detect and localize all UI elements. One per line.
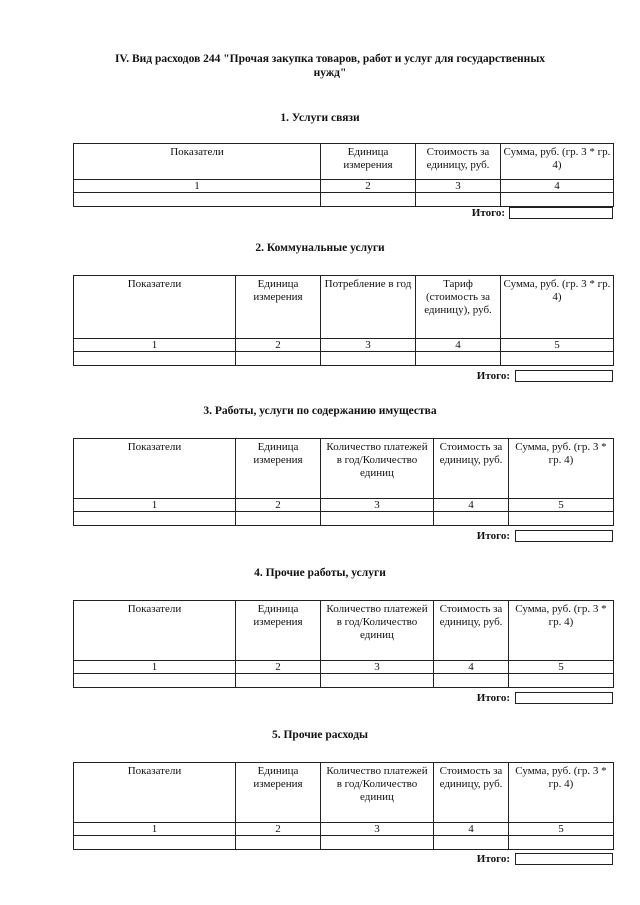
- header-row: [74, 439, 614, 499]
- number-cell: 5: [501, 339, 614, 352]
- header-cell: Сумма, руб. (гр. 3 * гр. 4): [509, 439, 614, 499]
- number-cell: 5: [509, 823, 614, 836]
- number-cell: 3: [416, 180, 501, 193]
- header-cell: Сумма, руб. (гр. 3 * гр. 4): [501, 276, 614, 339]
- header-row: [74, 763, 614, 823]
- number-cell: 2: [236, 499, 321, 512]
- header-cell: Количество платежей в год/Количество единиц: [321, 763, 434, 823]
- data-cell[interactable]: [434, 512, 509, 526]
- number-row: [74, 499, 614, 512]
- header-cell: Количество платежей в год/Количество единиц: [321, 601, 434, 661]
- data-cell[interactable]: [416, 352, 501, 366]
- number-cell: 1: [74, 339, 236, 352]
- section-3-total-field[interactable]: [515, 530, 613, 542]
- section-2-total-label: Итого:: [476, 370, 510, 382]
- data-cell[interactable]: [509, 674, 614, 688]
- data-cell[interactable]: [236, 352, 321, 366]
- data-cell[interactable]: [236, 836, 321, 850]
- data-cell[interactable]: [321, 352, 416, 366]
- header-row: [74, 601, 614, 661]
- data-cell[interactable]: [501, 193, 614, 207]
- data-cell[interactable]: [236, 674, 321, 688]
- section-5-total-field[interactable]: [515, 853, 613, 865]
- number-cell: 4: [434, 661, 509, 674]
- section-1-heading: 1. Услуги связи: [280, 112, 360, 124]
- section-3-heading: 3. Работы, услуги по содержанию имущества: [203, 405, 437, 417]
- number-cell: 5: [509, 499, 614, 512]
- number-cell: 4: [434, 823, 509, 836]
- data-cell[interactable]: [509, 836, 614, 850]
- data-cell[interactable]: [321, 512, 434, 526]
- data-row: [74, 352, 614, 366]
- data-row: [74, 193, 614, 207]
- section-4-table: [73, 600, 614, 688]
- header-cell: Единица измерения: [236, 763, 321, 823]
- number-cell: 5: [509, 661, 614, 674]
- section-4-total-field[interactable]: [515, 692, 613, 704]
- section-1-total-label: Итого:: [471, 207, 505, 219]
- data-cell[interactable]: [416, 193, 501, 207]
- header-cell: Потребление в год: [321, 276, 416, 339]
- header-cell: Показатели: [74, 144, 321, 180]
- number-cell: 2: [236, 823, 321, 836]
- header-row: [74, 276, 614, 339]
- data-cell[interactable]: [74, 836, 236, 850]
- header-cell: Показатели: [74, 439, 236, 499]
- header-cell: Стоимость за единицу, руб.: [416, 144, 501, 180]
- header-cell: Единица измерения: [236, 601, 321, 661]
- header-row: [74, 144, 614, 180]
- data-row: [74, 674, 614, 688]
- section-2-total-field[interactable]: [515, 370, 613, 382]
- header-cell: Сумма, руб. (гр. 3 * гр. 4): [509, 763, 614, 823]
- data-cell[interactable]: [509, 512, 614, 526]
- number-cell: 3: [321, 823, 434, 836]
- section-2-heading: 2. Коммунальные услуги: [255, 242, 385, 254]
- header-cell: Сумма, руб. (гр. 3 * гр. 4): [509, 601, 614, 661]
- section-4-total-label: Итого:: [476, 692, 510, 704]
- section-5-total-label: Итого:: [476, 853, 510, 865]
- number-cell: 4: [434, 499, 509, 512]
- header-cell: Сумма, руб. (гр. 3 * гр. 4): [501, 144, 614, 180]
- data-cell[interactable]: [321, 193, 416, 207]
- header-cell: Стоимость за единицу, руб.: [434, 763, 509, 823]
- header-cell: Показатели: [74, 601, 236, 661]
- section-5-heading: 5. Прочие расходы: [271, 729, 368, 741]
- section-2-table: [73, 275, 614, 366]
- number-cell: 1: [74, 180, 321, 193]
- number-cell: 2: [236, 661, 321, 674]
- header-cell: Показатели: [74, 276, 236, 339]
- number-cell: 2: [236, 339, 321, 352]
- header-cell: Показатели: [74, 763, 236, 823]
- data-cell[interactable]: [321, 836, 434, 850]
- header-cell: Стоимость за единицу, руб.: [434, 601, 509, 661]
- data-cell[interactable]: [321, 674, 434, 688]
- data-cell[interactable]: [434, 836, 509, 850]
- section-3-total-label: Итого:: [476, 530, 510, 542]
- data-cell[interactable]: [74, 674, 236, 688]
- number-cell: 3: [321, 339, 416, 352]
- number-row: [74, 823, 614, 836]
- header-cell: Стоимость за единицу, руб.: [434, 439, 509, 499]
- data-cell[interactable]: [236, 512, 321, 526]
- number-row: [74, 180, 614, 193]
- number-cell: 3: [321, 661, 434, 674]
- header-cell: Единица измерения: [236, 439, 321, 499]
- data-cell[interactable]: [434, 674, 509, 688]
- number-cell: 1: [74, 661, 236, 674]
- section-1-table: [73, 143, 614, 207]
- number-cell: 2: [321, 180, 416, 193]
- number-cell: 1: [74, 823, 236, 836]
- header-cell: Единица измерения: [321, 144, 416, 180]
- data-cell[interactable]: [74, 193, 321, 207]
- data-cell[interactable]: [74, 512, 236, 526]
- document-title-line-2: нужд": [313, 67, 347, 79]
- section-4-heading: 4. Прочие работы, услуги: [254, 567, 386, 579]
- number-row: [74, 339, 614, 352]
- section-3-table: [73, 438, 614, 526]
- header-cell: Тариф (стоимость за единицу), руб.: [416, 276, 501, 339]
- header-cell: Количество платежей в год/Количество единиц: [321, 439, 434, 499]
- document-title: [60, 52, 600, 80]
- number-cell: 4: [416, 339, 501, 352]
- data-cell[interactable]: [74, 352, 236, 366]
- data-cell[interactable]: [501, 352, 614, 366]
- data-row: [74, 836, 614, 850]
- number-cell: 3: [321, 499, 434, 512]
- number-cell: 4: [501, 180, 614, 193]
- document-title-line-1: IV. Вид расходов 244 "Прочая закупка товаров, работ и услуг для государственных: [114, 53, 546, 65]
- number-row: [74, 661, 614, 674]
- data-row: [74, 512, 614, 526]
- section-5-table: [73, 762, 614, 850]
- number-cell: 1: [74, 499, 236, 512]
- section-1-total-field[interactable]: [509, 207, 613, 219]
- header-cell: Единица измерения: [236, 276, 321, 339]
